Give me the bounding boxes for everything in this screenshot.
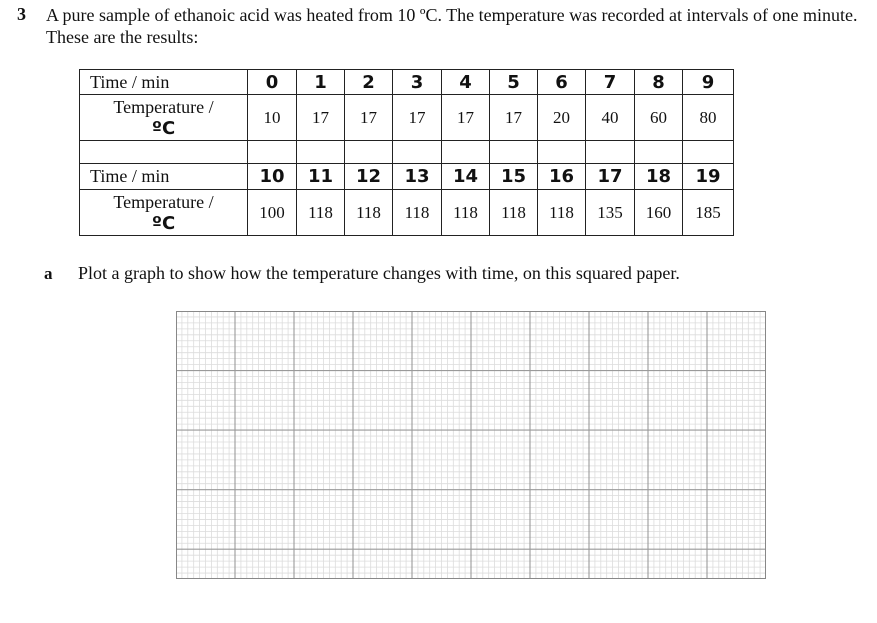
temp-cell: 60 <box>635 95 683 141</box>
temp-cell: 17 <box>442 95 490 141</box>
time-cell: 11 <box>297 164 345 190</box>
time-cell: 16 <box>538 164 586 190</box>
time-cell: 6 <box>538 70 586 95</box>
temp-cell: 10 <box>248 95 297 141</box>
temp-cell: 17 <box>393 95 442 141</box>
temperature-label-unit: ºC <box>151 117 176 139</box>
time-cell: 12 <box>345 164 393 190</box>
temp-cell: 185 <box>683 190 734 236</box>
time-cell: 9 <box>683 70 734 95</box>
time-cell: 18 <box>635 164 683 190</box>
temp-cell: 17 <box>490 95 538 141</box>
results-table <box>79 69 734 236</box>
temp-cell: 160 <box>635 190 683 236</box>
temp-cell: 118 <box>538 190 586 236</box>
table-row-temp-1 <box>80 95 734 141</box>
time-cell: 4 <box>442 70 490 95</box>
temp-cell: 20 <box>538 95 586 141</box>
time-cell: 2 <box>345 70 393 95</box>
question-text: A pure sample of ethanoic acid was heated from 10 ºC. The temperature was recorded at intervals of one minute. These are the results: <box>46 5 858 47</box>
temperature-label-line1: Temperature / <box>113 191 214 212</box>
temp-cell: 40 <box>586 95 635 141</box>
time-cell: 3 <box>393 70 442 95</box>
temperature-label <box>80 95 248 141</box>
temp-cell: 118 <box>297 190 345 236</box>
table-row-temp-2 <box>80 190 734 236</box>
temp-cell: 118 <box>490 190 538 236</box>
time-cell: 1 <box>297 70 345 95</box>
temperature-label <box>80 190 248 236</box>
time-cell: 8 <box>635 70 683 95</box>
temp-cell: 17 <box>345 95 393 141</box>
temp-cell: 118 <box>393 190 442 236</box>
temp-cell: 80 <box>683 95 734 141</box>
time-cell: 10 <box>248 164 297 190</box>
temp-cell: 100 <box>248 190 297 236</box>
time-cell: 13 <box>393 164 442 190</box>
table-row-time-1 <box>80 70 734 95</box>
time-label: Time / min <box>80 70 248 95</box>
temp-cell: 118 <box>345 190 393 236</box>
question-number: 3 <box>17 4 26 24</box>
time-cell: 5 <box>490 70 538 95</box>
time-cell: 17 <box>586 164 635 190</box>
part-a-instruction: Plot a graph to show how the temperature changes with time, on this squared paper. <box>78 263 680 283</box>
part-a-label: a <box>44 264 53 283</box>
table-row-time-2 <box>80 164 734 190</box>
temperature-label-unit: ºC <box>151 212 176 234</box>
time-cell: 7 <box>586 70 635 95</box>
temp-cell: 17 <box>297 95 345 141</box>
table-spacer-row <box>80 141 734 164</box>
temp-cell: 135 <box>586 190 635 236</box>
time-cell: 0 <box>248 70 297 95</box>
time-cell: 19 <box>683 164 734 190</box>
temp-cell: 118 <box>442 190 490 236</box>
time-cell: 15 <box>490 164 538 190</box>
time-label: Time / min <box>80 164 248 190</box>
squared-paper-grid <box>176 311 766 579</box>
temperature-label-line1: Temperature / <box>113 96 214 117</box>
time-cell: 14 <box>442 164 490 190</box>
